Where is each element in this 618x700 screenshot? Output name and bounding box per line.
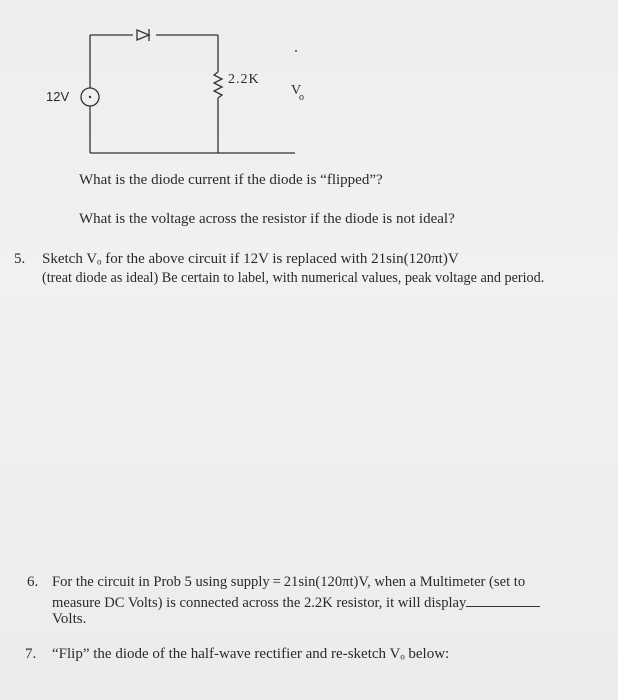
question-resistor-voltage: What is the voltage across the resistor if the diode is not ideal?	[79, 211, 455, 227]
problem-7-line-1: “Flip” the diode of the half-wave rectifier and re-sketch Vₒ below:	[52, 646, 450, 662]
source-dot	[89, 96, 91, 98]
problem-6-line-2	[52, 592, 540, 612]
half-wave-rectifier-circuit	[0, 0, 618, 170]
output-voltage-label: V	[291, 83, 302, 98]
resistor-label: 2.2K	[228, 72, 260, 87]
problem-6-number: 6.	[27, 574, 39, 590]
resistor-2-2k	[214, 72, 222, 98]
problem-5-line-2: (treat diode as ideal) Be certain to label, with numerical values, peak voltage and period.	[42, 270, 545, 286]
output-voltage-subscript: o	[299, 92, 304, 103]
answer-blank[interactable]	[466, 592, 540, 607]
problem-5-line-1: Sketch Vₒ for the above circuit if 12V is replaced with 21sin(120πt)V	[42, 251, 459, 267]
output-plus-terminal	[295, 50, 297, 52]
diode-symbol	[137, 30, 149, 40]
source-label: 12V	[46, 89, 70, 104]
problem-6-line-3: Volts.	[52, 611, 87, 627]
question-diode-current: What is the diode current if the diode is “flipped”?	[79, 172, 383, 188]
problem-6-line-1: For the circuit in Prob 5 using supply = 21sin(120πt)V, when a Multimeter (set to	[52, 574, 526, 590]
problem-6-line-2-text: measure DC Volts) is connected across the 2.2K resistor, it will display	[52, 595, 467, 611]
problem-5-number: 5.	[14, 251, 26, 267]
problem-7-number: 7.	[25, 646, 37, 662]
